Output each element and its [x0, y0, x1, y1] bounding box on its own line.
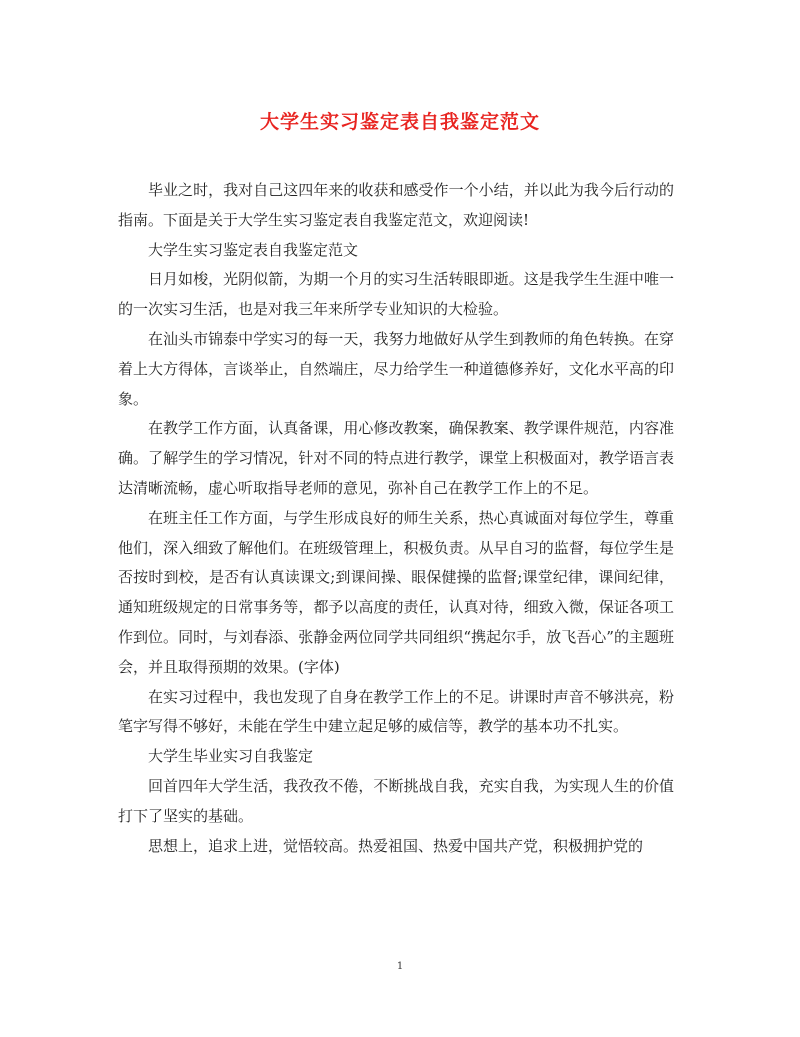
- paragraph-intro: 毕业之时，我对自己这四年来的收获和感受作一个小结，并以此为我今后行动的指南。下面是关于大学生实习鉴定表自我鉴定范文，欢迎阅读!: [118, 181, 674, 229]
- paragraph: 在实习过程中，我也发现了自身在教学工作上的不足。讲课时声音不够洪亮，粉笔字写得不够好，未能在学生中建立起足够的威信等，教学的基本功不扎实。: [118, 687, 674, 736]
- paragraph: 思想上，追求上进，觉悟较高。热爱祖国、热爱中国共产党，积极拥护党的: [148, 836, 644, 855]
- paragraph: 回首四年大学生活，我孜孜不倦，不断挑战自我，充实自我，为实现人生的价值打下了坚实的基础。: [118, 776, 674, 825]
- paragraph: 在汕头市锦泰中学实习的每一天，我努力地做好从学生到教师的角色转换。在穿着上大方得体，言谈举止，自然端庄，尽力给学生一种道德修养好，文化水平高的印象。: [118, 329, 674, 408]
- document-body: [118, 176, 674, 861]
- paragraph: 在教学工作方面，认真备课，用心修改教案，确保教案、教学课件规范，内容准确。了解学生的学习情况，针对不同的特点进行教学，课堂上积极面对，教学语言表达清晰流畅，虚心听取指导老师的意见，弥补自己在教学工作上的不足。: [118, 419, 674, 497]
- page-number: 1: [396, 961, 404, 972]
- paragraph: 在班主任工作方面，与学生形成良好的师生关系，热心真诚面对每位学生，尊重他们，深入细致了解他们。在班级管理上，积极负责。从早自习的监督，每位学生是否按时到校，是否有认真读课文;到课间操、眼保健操的监督;课堂纪律，课间纪律，通知班级规定的日常事务等，都予以高度的责任，认真对待，细致入微，保证各项工作到位。同时，与刘春添、张静金两位同学共同组织“携起尔手，放飞吾心”的主题班会，并且取得预期的效果。(字体): [118, 508, 674, 676]
- paragraph: 日月如梭，光阴似箭，为期一个月的实习生活转眼即逝。这是我学生生涯中唯一的一次实习生活，也是对我三年来所学专业知识的大检验。: [118, 270, 674, 319]
- section-heading: 大学生实习鉴定表自我鉴定范文: [148, 240, 359, 259]
- document-title: 大学生实习鉴定表自我鉴定范文: [259, 111, 540, 133]
- section-heading: 大学生毕业实习自我鉴定: [148, 747, 314, 766]
